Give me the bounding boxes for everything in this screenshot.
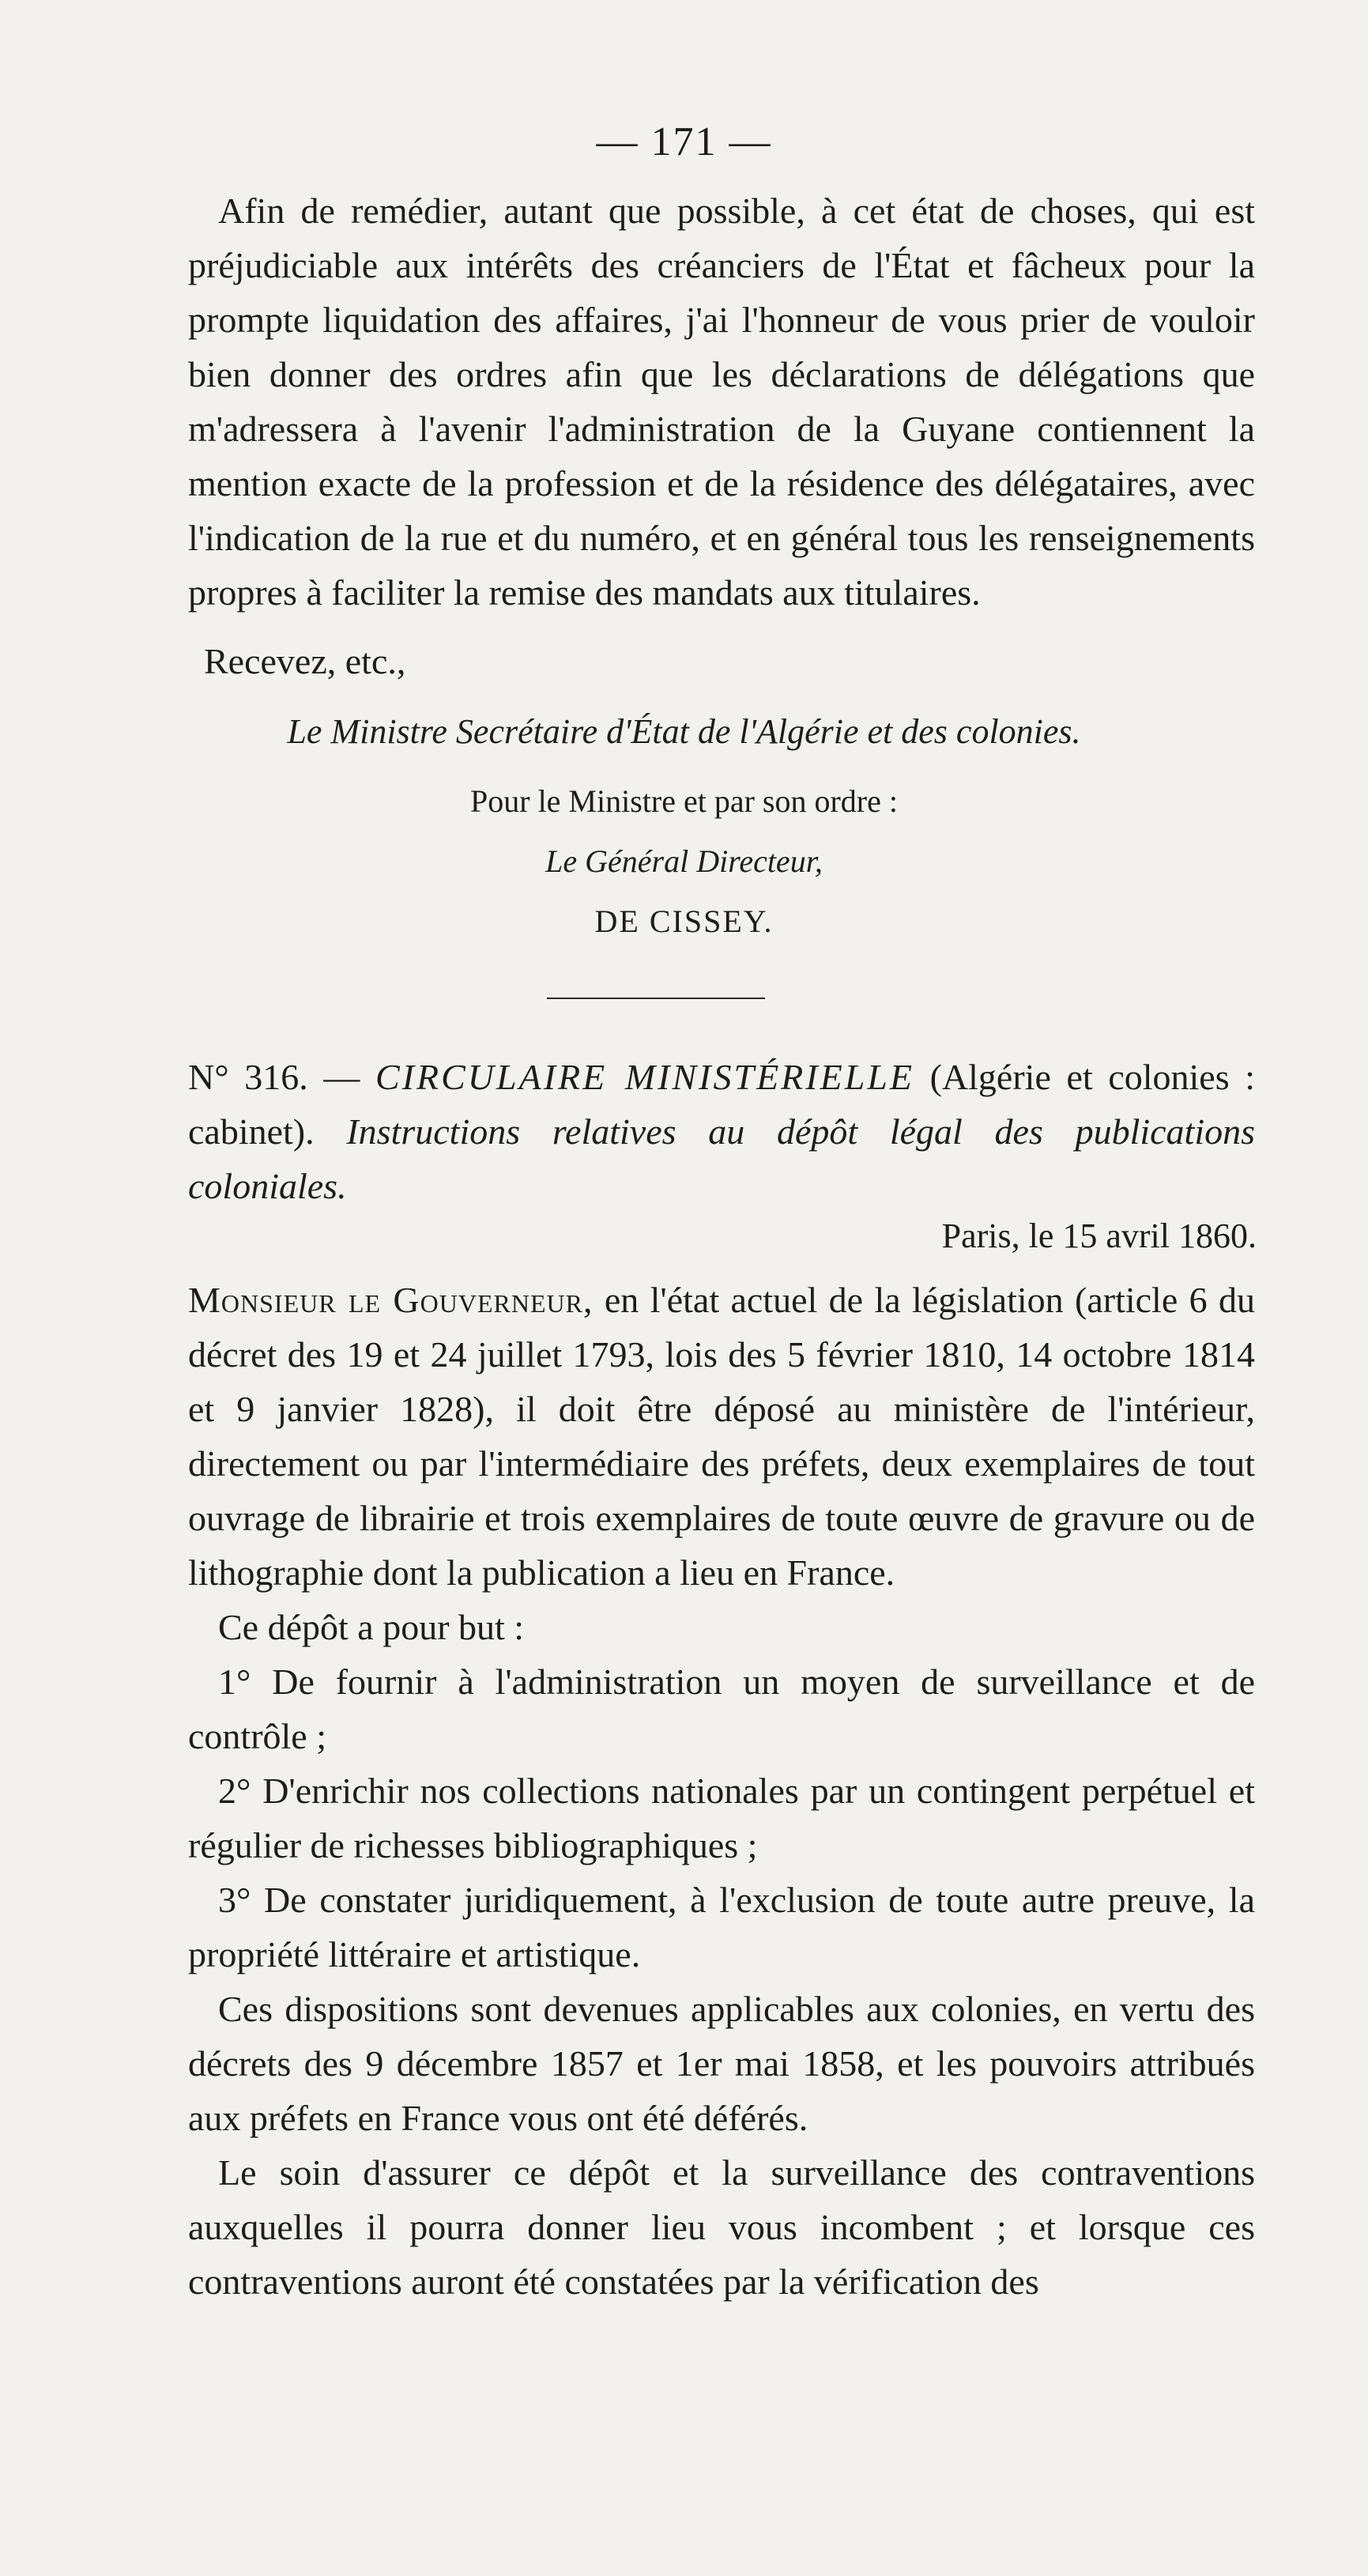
circular-para1 bbox=[188, 1273, 1255, 1600]
paragraph-remedier bbox=[188, 183, 1255, 620]
closing-formula: Recevez, etc., bbox=[204, 641, 406, 681]
circular-item1: 1° De fournir à l'administration un moyen de surveillance et de contrôle ; bbox=[188, 1661, 1255, 1756]
salutation: Monsieur le Gouverneur, bbox=[188, 1280, 594, 1320]
signature-pour: Pour le Ministre et par son ordre : bbox=[470, 783, 898, 819]
circular-subject: Instructions relatives au dépôt légal des publications coloniales. bbox=[188, 1111, 1256, 1206]
circular-para1-text: en l'état actuel de la législation (article 6 du décret des 19 et 24 juillet 1793, lois des 5 février 1810, 14 octobre 1814 et 9 janvier 1828), il doit être déposé au ministère de l'intérieur, directement ou par l'intermédiaire des préfets, deux exemplaires de tout ouvrage de librairie et trois exemplaires de toute œuvre de gravure ou de lithographie dont la publication a lieu en France. bbox=[188, 1280, 1256, 1593]
paragraph-text: Afin de remédier, autant que possible, à cet état de choses, qui est préjudiciable aux intérêts des créanciers de l'État et fâcheux pour la prompte liquidation des affaires, j'ai l'honneur de vous prier de vouloir bien donner des ordres afin que les déclarations de délégations que m'adressera à l'avenir l'administration de la Guyane contiennent la mention exacte de la profession et de la résidence des délégataires, avec l'indication de la rue et du numéro, et en général tous les renseignements propres à faciliter la remise des mandats aux titulaires. bbox=[188, 190, 1255, 613]
circular-item3: 3° De constater juridiquement, à l'exclusion de toute autre preuve, la propriété littéraire et artistique. bbox=[188, 1880, 1255, 1974]
signature-minister: Le Ministre Secrétaire d'État de l'Algérie et des colonies. bbox=[287, 712, 1081, 751]
dateline: Paris, le 15 avril 1860. bbox=[941, 1216, 1257, 1255]
circular-origin: (Algérie et colonies : cabinet). bbox=[188, 1057, 1256, 1152]
signature-title: Le Général Directeur, bbox=[545, 843, 823, 879]
circular-kind: CIRCULAIRE MINISTÉRIELLE bbox=[375, 1057, 914, 1097]
circular-para4: Le soin d'assurer ce dépôt et la surveillance des contraventions auxquelles il pourra donner lieu vous incombent ; et lorsque ces contraventions auront été constatées par la vérification des bbox=[188, 2152, 1255, 2302]
section-divider bbox=[547, 998, 765, 999]
circular-body bbox=[188, 1273, 1255, 2309]
signature-name: DE CISSEY. bbox=[594, 903, 774, 939]
circular-para2: Ce dépôt a pour but : bbox=[218, 1607, 525, 1647]
circular-item2: 2° D'enrichir nos collections nationales par un contingent perpétuel et régulier de richesses bibliographiques ; bbox=[188, 1771, 1255, 1865]
circular-para3: Ces dispositions sont devenues applicables aux colonies, en vertu des décrets des 9 décembre 1857 et 1er mai 1858, et les pouvoirs attribués aux préfets en France vous ont été déférés. bbox=[188, 1989, 1255, 2138]
page-number: — 171 — bbox=[596, 119, 772, 164]
circular-heading-text bbox=[188, 1050, 1255, 1213]
circular-number: N° 316. — bbox=[188, 1057, 360, 1097]
circular-heading bbox=[188, 1050, 1255, 1213]
